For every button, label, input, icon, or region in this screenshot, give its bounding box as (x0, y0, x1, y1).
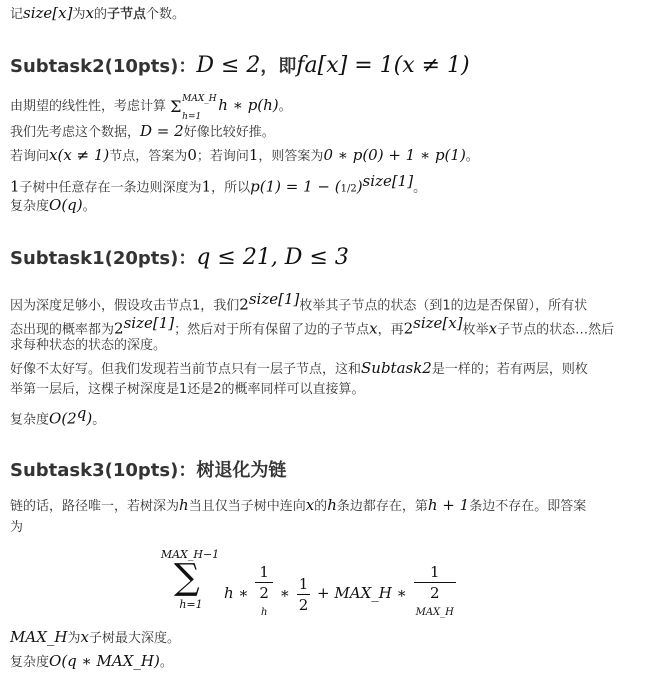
math-cond: fa[x] = 1(x ≠ 1) (296, 53, 470, 78)
frac-sup: MAX_H (415, 607, 454, 618)
math-sup: q (76, 404, 87, 422)
st1-line-6 (10, 404, 105, 429)
intro-text: 为 (72, 7, 86, 22)
text: 复杂度 (10, 412, 50, 428)
text: 举第一层后，这棵子树深度是1还是2的概率同样可以直接算。 (10, 382, 365, 397)
text: 由期望的线性性，考虑计算 (10, 99, 167, 114)
st1-line-4 (10, 359, 588, 379)
text: ；若询问 (196, 149, 249, 164)
frac-den: 2 (298, 595, 309, 614)
fraction (297, 574, 311, 615)
frac-num: 1 (298, 574, 309, 593)
math-complexity: O(2 (49, 409, 77, 428)
math-sup: size[1] (248, 290, 300, 308)
formula-term: h ∗ (224, 584, 249, 602)
math-sup: size[1] (362, 172, 414, 190)
math-half: 1/2 (340, 183, 357, 195)
frac-num: 1 (414, 562, 456, 583)
math-expr: h ∗ p(h) (218, 96, 279, 114)
text: 。 (465, 149, 479, 164)
st2-line-3 (10, 146, 479, 166)
text: 子树中任意存在一条边则深度为 (19, 180, 202, 196)
math-expr: p(1) = 1 − ( (250, 177, 341, 196)
st3-line-1 (10, 496, 586, 516)
sum-upper: MAX_H−1 (160, 548, 220, 561)
text: 枚举其子节点的状态（到1的边是否保留），所有状 (299, 298, 588, 314)
text: 链的话，路径唯一，若树深为 (10, 499, 180, 514)
text: 枚举 (462, 322, 489, 338)
math-sup: size[x] (413, 314, 463, 332)
sigma-symbol: ∑ (174, 557, 200, 598)
frac-sup: h (260, 607, 268, 618)
heading-title: Subtask1(20pts)： (10, 248, 197, 269)
math-expr: 0 (187, 146, 197, 164)
frac-num: 1 (255, 562, 273, 583)
frac-den: 2 (259, 584, 269, 602)
st3-line-3 (10, 628, 180, 648)
st1-line-1 (10, 290, 587, 315)
heading-sep: ，即 (260, 56, 297, 77)
text: 。 (159, 655, 173, 670)
formula-term: + MAX_H ∗ (317, 584, 407, 602)
math-x: x (369, 319, 378, 338)
bold-term: 子节点 (106, 7, 146, 22)
math-expr: 1 (248, 146, 259, 164)
math-expr: 1 (201, 177, 212, 196)
math-cond: q ≤ 21, D ≤ 3 (196, 245, 349, 270)
text: 子树最大深度。 (88, 631, 180, 646)
math-expr: 1 (10, 177, 20, 196)
math-x: x (488, 319, 498, 338)
math-complexity: ) (86, 409, 93, 428)
intro-text: 记 (10, 7, 24, 22)
text: ，所以 (211, 180, 251, 196)
st2-line-1 (10, 93, 292, 122)
math-h: h (327, 496, 337, 514)
st2-line-4 (10, 172, 426, 198)
st3-line-4 (10, 652, 173, 672)
sum-lower: h=1 (179, 598, 203, 611)
text: ，再 (377, 322, 404, 338)
sum-upper: MAX_H (182, 93, 217, 104)
text: 。 (82, 199, 96, 214)
text: 为 (67, 631, 81, 646)
math-x: x (305, 496, 315, 514)
text: 好像不太好写。但我们发现若当前节点只有一层子节点，这和 (10, 362, 362, 377)
math-complexity: O(q ∗ MAX_H) (49, 652, 160, 670)
math-expr: 0 ∗ p(0) + 1 ∗ p(1) (323, 146, 466, 164)
math-complexity: O(q) (49, 196, 83, 214)
subtask2-heading (10, 52, 470, 78)
math-h: h (179, 496, 189, 514)
math-cond: D ≤ 2 (196, 53, 261, 78)
math-expr: D = 2 (140, 122, 184, 140)
text: 节点，答案为 (109, 149, 188, 164)
math-expr: MAX_H (10, 628, 68, 646)
math-expr: 2 (114, 319, 124, 338)
text: 复杂度 (10, 199, 50, 214)
math-expr: 2 (239, 295, 249, 314)
text: 条边不存在。即答案 (469, 499, 587, 514)
math-expr: 2 (403, 319, 414, 338)
text: 子节点的状态…然后 (497, 322, 615, 338)
text: 。 (413, 180, 427, 196)
text: 态出现的概率都为 (10, 322, 115, 338)
fraction (414, 562, 456, 626)
math-x: x (80, 628, 89, 646)
text: ；然后对于所有保留了边的子节点 (174, 322, 370, 338)
st1-line-5 (10, 381, 365, 399)
text: 是一样的；若有两层，则枚 (431, 362, 588, 377)
st3-line-2 (10, 519, 23, 537)
heading-title: Subtask2(10pts)： (10, 56, 197, 77)
text: 的 (314, 499, 328, 514)
intro-text: 个数。 (145, 7, 185, 22)
text: 条边都存在，第 (336, 499, 428, 514)
text: 。 (278, 99, 292, 114)
frac-den: 2 (429, 584, 440, 602)
heading-title: Subtask3(10pts)：树退化为链 (10, 460, 287, 481)
math-x: x (85, 4, 94, 22)
text: 我们先考虑这个数据， (10, 125, 141, 140)
math-expr: x(x ≠ 1) (49, 146, 110, 164)
summation (170, 93, 217, 122)
display-formula (160, 548, 500, 618)
intro-text: 的 (93, 7, 107, 22)
subtask1-heading (10, 244, 349, 270)
text: 因为深度足够小，假设攻击节点1，我们 (10, 298, 240, 314)
subtask3-heading (10, 456, 286, 482)
st2-line-5 (10, 196, 96, 216)
formula-body (224, 562, 458, 626)
math-expr: Subtask2 (361, 359, 432, 377)
math-expr: ) (356, 177, 363, 196)
text: 复杂度 (10, 655, 50, 670)
text: 好像比较好推。 (183, 125, 275, 140)
st2-line-2 (10, 122, 275, 142)
text: ，则答案为 (258, 149, 324, 164)
intro-line (10, 4, 185, 24)
st1-line-3 (10, 337, 166, 355)
text: 为 (10, 520, 24, 535)
text: 求每种状态的状态的深度。 (10, 338, 167, 353)
st1-line-2 (10, 314, 614, 339)
math-expr: h + 1 (427, 496, 470, 514)
sum-lower: h=1 (182, 111, 202, 122)
formula-term: ∗ (279, 584, 290, 602)
text: 。 (92, 412, 106, 428)
math-sup: size[1] (123, 314, 175, 332)
sigma-symbol: Σ (170, 96, 182, 116)
fraction (255, 562, 273, 626)
text: 当且仅当子树中连向 (188, 499, 306, 514)
math-size-x: size[x] (23, 4, 73, 22)
text: 若询问 (10, 149, 50, 164)
